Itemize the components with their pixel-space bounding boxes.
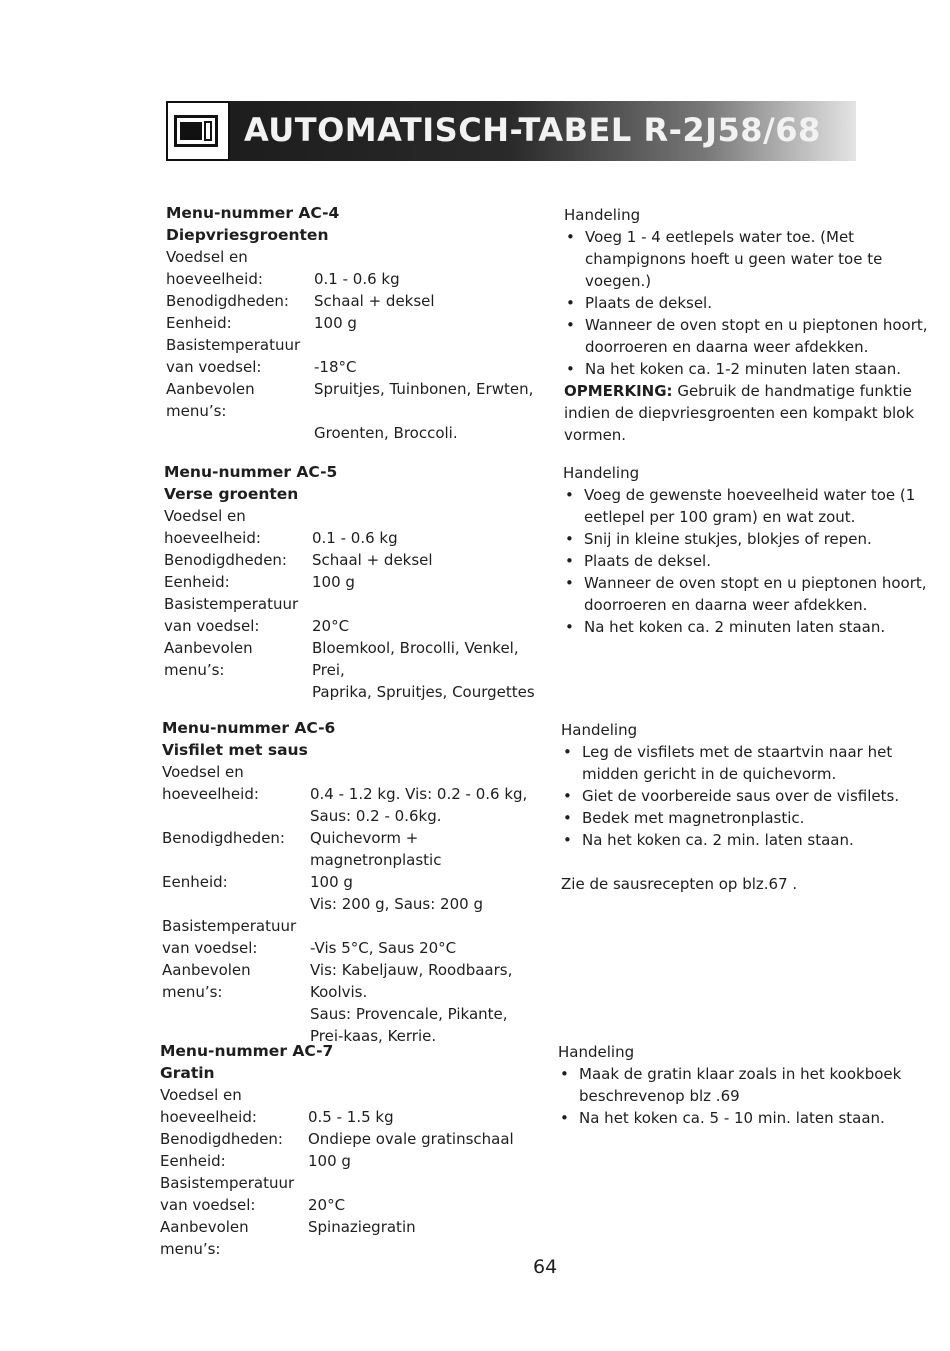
- dish-name: Verse groenten: [164, 485, 299, 503]
- list-item: • Wanneer de oven stopt en u pieptonen hoort, doorroeren en daarna weer afdekken.: [563, 572, 933, 616]
- spec-row: Aanbevolen menu’s: Spruitjes, Tuinbonen, Erwten,: [166, 380, 534, 420]
- list-item: • Na het koken ca. 5 - 10 min. laten staan.: [558, 1107, 933, 1129]
- spec-row: Benodigdheden: Quichevorm + magnetronplastic: [162, 829, 442, 869]
- section-ac5-specs: [164, 461, 546, 703]
- page-number: 64: [533, 1256, 558, 1278]
- list-item: • Plaats de deksel.: [563, 550, 933, 572]
- list-item: • Maak de gratin klaar zoals in het kookboek beschrevenop blz .69: [558, 1063, 933, 1107]
- spec-row: Aanbevolen menu’s: Spinaziegratin: [160, 1218, 416, 1258]
- page-title: AUTOMATISCH-TABEL R-2J58/68: [244, 111, 821, 149]
- spec-row: Eenheid: 100 g: [160, 1152, 351, 1170]
- section-ac7-specs: [160, 1040, 546, 1260]
- note: [564, 380, 936, 446]
- section-ac5-instructions: [563, 462, 933, 638]
- list-item: • Leg de visfilets met de staartvin naar het midden gericht in de quichevorm.: [561, 741, 933, 785]
- spec-row: Benodigdheden: Schaal + deksel: [164, 551, 433, 569]
- menu-number: Menu-nummer AC-7: [160, 1042, 334, 1060]
- spec-row: Eenheid: 100 g: [164, 573, 355, 591]
- spec-row: Saus: Provencale, Pikante,: [310, 1005, 508, 1023]
- instruction-list: [558, 1063, 933, 1129]
- section-ac6-instructions: [561, 719, 933, 895]
- dish-name: Visfilet met saus: [162, 741, 308, 759]
- instruction-list: [561, 741, 933, 851]
- list-item: • Bedek met magnetronplastic.: [561, 807, 933, 829]
- list-item: • Na het koken ca. 1-2 minuten laten staan.: [564, 358, 936, 380]
- handeling-title: Handeling: [564, 206, 641, 224]
- header-banner: [166, 101, 856, 161]
- list-item: • Snij in kleine stukjes, blokjes of repen.: [563, 528, 933, 550]
- instruction-list: [564, 226, 936, 380]
- spec-row: Benodigdheden: Schaal + deksel: [166, 292, 435, 310]
- spec-row: Aanbevolen menu’s: Vis: Kabeljauw, Roodbaars, Koolvis.: [162, 961, 513, 1001]
- note-label: OPMERKING:: [564, 382, 673, 400]
- list-item: • Giet de voorbereide saus over de visfilets.: [561, 785, 933, 807]
- handeling-title: Handeling: [563, 464, 640, 482]
- menu-number: Menu-nummer AC-6: [162, 719, 336, 737]
- dish-name: Gratin: [160, 1064, 215, 1082]
- microwave-oven-icon: [166, 101, 230, 161]
- spec-row: van voedsel: 20°C: [164, 617, 350, 635]
- spec-row: Basistemperatuur: [162, 917, 297, 935]
- section-ac7-instructions: [558, 1041, 933, 1129]
- spec-row: Basistemperatuur: [166, 336, 301, 354]
- spec-row: van voedsel: -Vis 5°C, Saus 20°C: [162, 939, 457, 957]
- spec-row: hoeveelheid: 0.1 - 0.6 kg: [164, 529, 398, 547]
- spec-row: hoeveelheid: 0.5 - 1.5 kg: [160, 1108, 394, 1126]
- spec-row: Voedsel en: [164, 507, 246, 525]
- list-item: • Plaats de deksel.: [564, 292, 936, 314]
- section-ac4-instructions: [564, 204, 936, 446]
- spec-row: hoeveelheid: 0.1 - 0.6 kg: [166, 270, 400, 288]
- spec-row: van voedsel: -18°C: [166, 358, 357, 376]
- dish-name: Diepvriesgroenten: [166, 226, 329, 244]
- spec-row: Benodigdheden: Ondiepe ovale gratinschaal: [160, 1130, 514, 1148]
- list-item: • Voeg 1 - 4 eetlepels water toe. (Met champignons hoeft u geen water toe te voegen.): [564, 226, 936, 292]
- list-item: • Voeg de gewenste hoeveelheid water toe (1 eetlepel per 100 gram) en wat zout.: [563, 484, 933, 528]
- spec-row: hoeveelheid: 0.4 - 1.2 kg. Vis: 0.2 - 0.6 kg,: [162, 785, 528, 803]
- spec-row: Eenheid: 100 g: [166, 314, 357, 332]
- instruction-list: [563, 484, 933, 638]
- list-item: • Wanneer de oven stopt en u pieptonen hoort, doorroeren en daarna weer afdekken.: [564, 314, 936, 358]
- spec-row: Saus: 0.2 - 0.6kg.: [310, 807, 442, 825]
- section-ac4-specs: [166, 202, 546, 444]
- spec-row: Basistemperatuur: [164, 595, 299, 613]
- menu-number: Menu-nummer AC-5: [164, 463, 338, 481]
- list-item: • Na het koken ca. 2 min. laten staan.: [561, 829, 933, 851]
- section-ac6-specs: [162, 717, 546, 1047]
- menu-number: Menu-nummer AC-4: [166, 204, 340, 222]
- spec-row: Basistemperatuur: [160, 1174, 295, 1192]
- list-item: • Na het koken ca. 2 minuten laten staan.: [563, 616, 933, 638]
- spec-row: Groenten, Broccoli.: [314, 424, 458, 442]
- handeling-title: Handeling: [561, 721, 638, 739]
- spec-row: Voedsel en: [166, 248, 248, 266]
- handeling-title: Handeling: [558, 1043, 635, 1061]
- spec-row: Eenheid: 100 g: [162, 873, 353, 891]
- spec-row: Aanbevolen menu’s: Bloemkool, Brocolli, Venkel, Prei,: [164, 639, 519, 679]
- note-text: Gebruik de handmatige funktie indien de diepvriesgroenten een kompakt blok vormen.: [564, 382, 915, 444]
- spec-row: Prei-kaas, Kerrie.: [310, 1027, 437, 1045]
- spec-row: van voedsel: 20°C: [160, 1196, 346, 1214]
- spec-row: Voedsel en: [162, 763, 244, 781]
- sauce-reference: Zie de sausrecepten op blz.67 .: [561, 875, 798, 893]
- spec-row: Paprika, Spruitjes, Courgettes: [312, 683, 535, 701]
- spec-row: Vis: 200 g, Saus: 200 g: [310, 895, 483, 913]
- spec-row: Voedsel en: [160, 1086, 242, 1104]
